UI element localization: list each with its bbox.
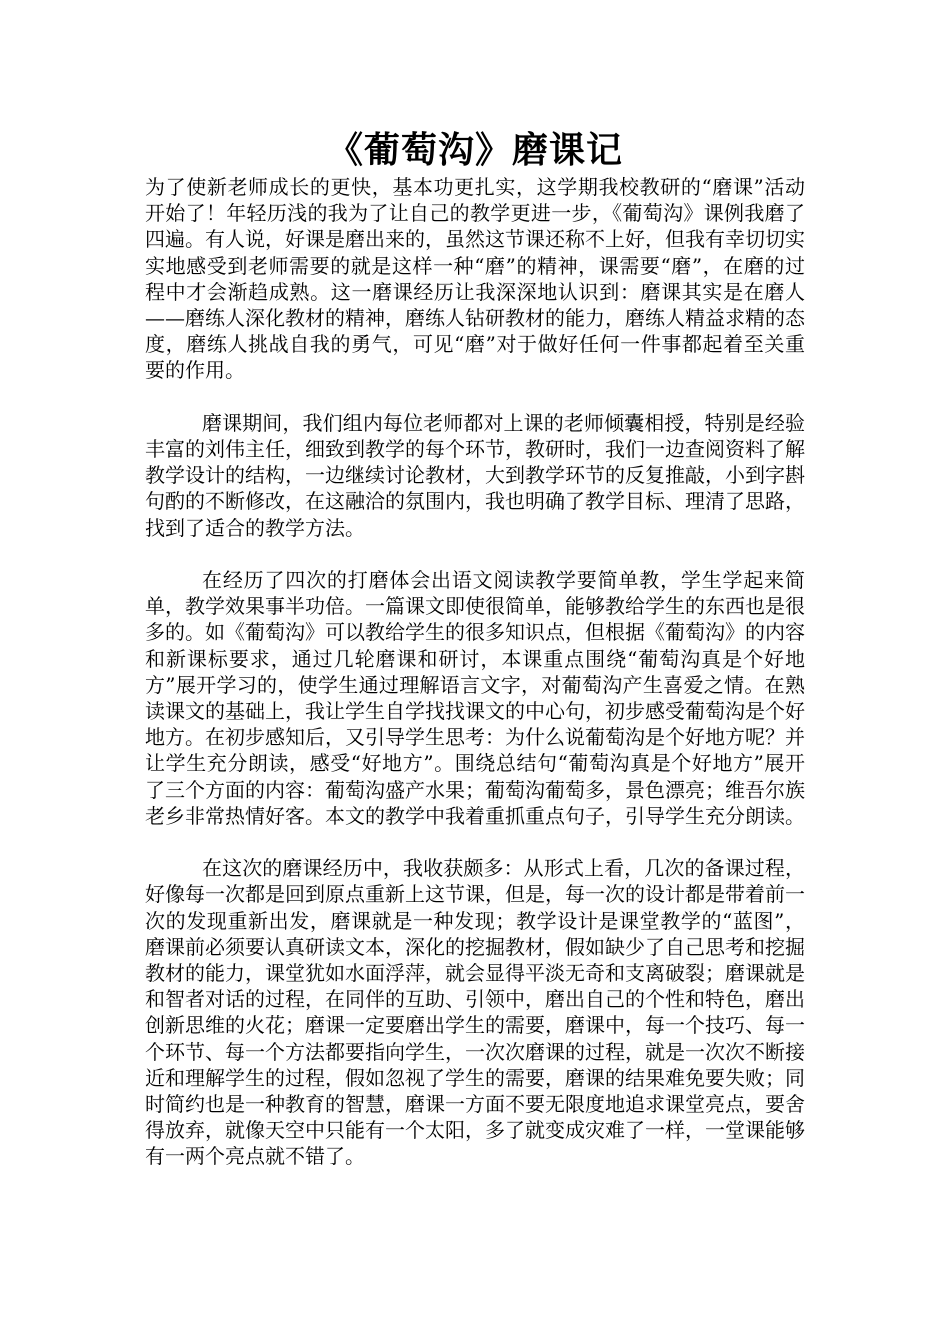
document-page	[145, 128, 805, 1170]
paragraph-gap	[145, 541, 805, 567]
paragraph-gap	[145, 829, 805, 855]
document-title: 《葡萄沟》磨课记	[326, 129, 623, 171]
paragraph-gap	[145, 384, 805, 410]
paragraph-preparation: 磨课期间，我们组内每位老师都对上课的老师倾囊相授，特别是经验丰富的刘伟主任，细致到教学的每个环节，教研时，我们一边查阅资料了解教学设计的结构，一边继续讨论教材，大到教学环节的反复推敲，小到字斟句酌的不断修改，在这融洽的氛围内，我也明确了教学目标、理清了思路，找到了适合的教学方法。	[145, 410, 805, 540]
paragraph-reflection: 在这次的磨课经历中，我收获颇多：从形式上看，几次的备课过程，好像每一次都是回到原点重新上这节课，但是，每一次的设计都是带着前一次的发现重新出发，磨课就是一种发现；教学设计是课堂教学的“蓝图”，磨课前必须要认真研读文本，深化的挖掘教材，假如缺少了自己思考和挖掘教材的能力，课堂犹如水面浮萍，就会显得平淡无奇和支离破裂；磨课就是和智者对话的过程，在同伴的互助、引领中，磨出自己的个性和特色，磨出创新思维的火花；磨课一定要磨出学生的需要，磨课中，每一个技巧、每一个环节、每一个方法都要指向学生，一次次磨课的过程，就是一次次不断接近和理解学生的过程，假如忽视了学生的需要，磨课的结果难免要失败；同时简约也是一种教育的智慧，磨课一方面不要无限度地追求课堂亮点，要舍得放弃，就像天空中只能有一个太阳，多了就变成灾难了一样，一堂课能够有一两个亮点就不错了。	[145, 856, 805, 1169]
paragraph-teaching-method: 在经历了四次的打磨体会出语文阅读教学要简单教，学生学起来简单，教学效果事半功倍。一篇课文即使很简单，能够教给学生的东西也是很多的。如《葡萄沟》可以教给学生的很多知识点，但根据《葡萄沟》的内容和新课标要求，通过几轮磨课和研讨，本课重点围绕“葡萄沟真是个好地方”展开学习的，使学生通过理解语言文字，对葡萄沟产生喜爱之情。在熟读课文的基础上，我让学生自学找找课文的中心句，初步感受葡萄沟是个好地方。在初步感知后，又引导学生思考：为什么说葡萄沟是个好地方呢？并让学生充分朗读，感受“好地方”。围绕总结句“葡萄沟真是个好地方”展开了三个方面的内容：葡萄沟盛产水果；葡萄沟葡萄多，景色漂亮；维吾尔族老乡非常热情好客。本文的教学中我着重抓重点句子，引导学生充分朗读。	[145, 568, 805, 828]
paragraph-intro: 为了使新老师成长的更快，基本功更扎实，这学期我校教研的“磨课”活动开始了！年轻历浅的我为了让自己的教学更进一步，《葡萄沟》课例我磨了四遍。有人说，好课是磨出来的，虽然这节课还称不上好，但我有幸切切实实地感受到老师需要的就是这样一种“磨”的精神，课需要“磨”，在磨的过程中才会渐趋成熟。这一磨课经历让我深深地认识到：磨课其实是在磨人——磨练人深化教材的精神，磨练人钻研教材的能力，磨练人精益求精的态度，磨练人挑战自我的勇气，可见“磨”对于做好任何一件事都起着至关重要的作用。	[145, 175, 805, 383]
